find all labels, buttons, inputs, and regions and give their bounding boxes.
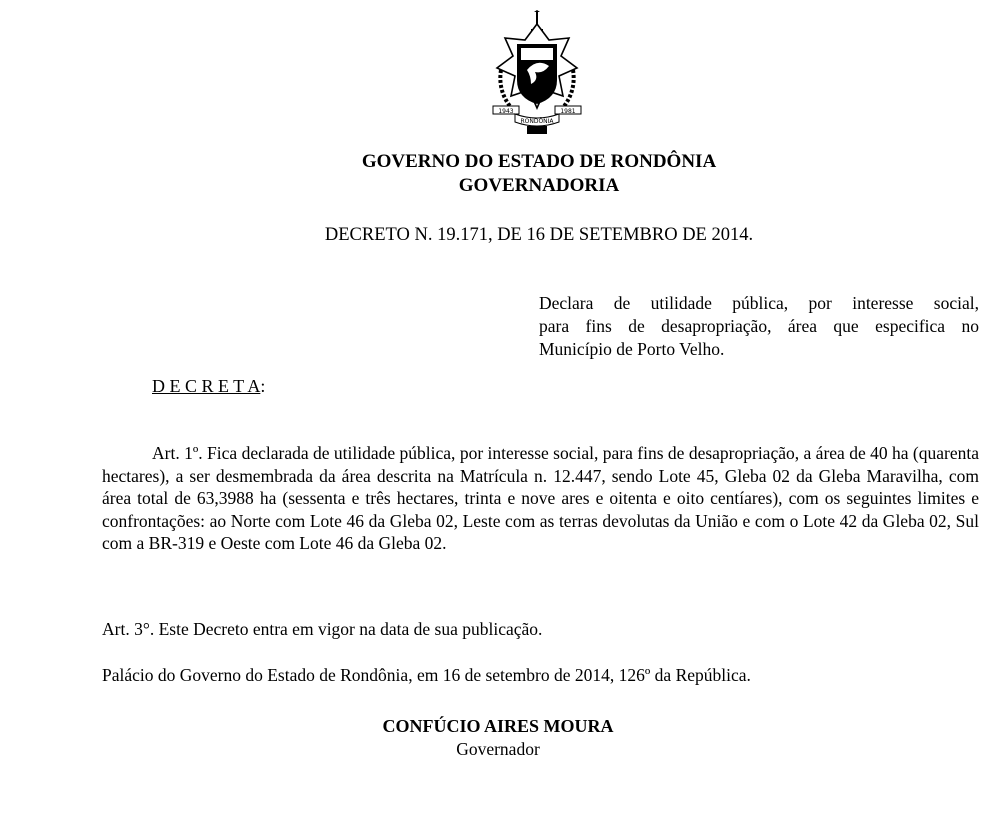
ementa-line: Declara de utilidade pública, por interesse social, [539, 293, 979, 313]
header-government: GOVERNO DO ESTADO DE RONDÔNIA [361, 151, 717, 172]
rondonia-coat-of-arms-icon [487, 10, 587, 135]
signatory-name: CONFÚCIO AIRES MOURA [382, 716, 614, 736]
article-3: Art. 3°. Este Decreto entra em vigor na data de sua publicação. [102, 619, 543, 639]
closing-statement: Palácio do Governo do Estado de Rondônia, em 16 de setembro de 2014, 126º da República. [102, 665, 751, 685]
header-governadoria: GOVERNADORIA [458, 175, 620, 196]
decree-title: DECRETO N. 19.171, DE 16 DE SETEMBRO DE 2014. [324, 225, 754, 245]
ementa-line: Município de Porto Velho. [539, 339, 725, 359]
seal-ribbon-text: RONDÔNIA [520, 118, 554, 125]
decreta-letters: D E C R E T A [152, 376, 261, 396]
article-1 [102, 442, 979, 555]
ementa [539, 292, 979, 361]
decreta-heading [152, 374, 265, 398]
seal-year-left: 1943 [498, 108, 514, 115]
decreta-colon: : [260, 376, 266, 396]
signatory-role: Governador [456, 739, 540, 759]
ementa-line: para fins de desapropriação, área que especifica no [539, 316, 979, 336]
article-1-text: Art. 1º. Fica declarada de utilidade pública, por interesse social, para fins de desapropriação, a área de 40 ha (quarenta hectares), a ser desmembrada da área descrita na Matrícula n. 12.447, sendo Lote 45, Gleba 02 da Gleba Maravilha, com área total de 63,3988 ha (sessenta e três hectares, trinta e nove ares e oitenta e oito centíares), com os seguintes limites e confrontações: ao Norte com Lote 46 da Gleba 02, Leste com as terras devolutas da União e com o Lote 42 da Gleba 02, Sul com a BR-319 e Oeste com Lote 46 da Gleba 02. [102, 443, 979, 554]
seal-year-right: 1981 [560, 108, 576, 115]
